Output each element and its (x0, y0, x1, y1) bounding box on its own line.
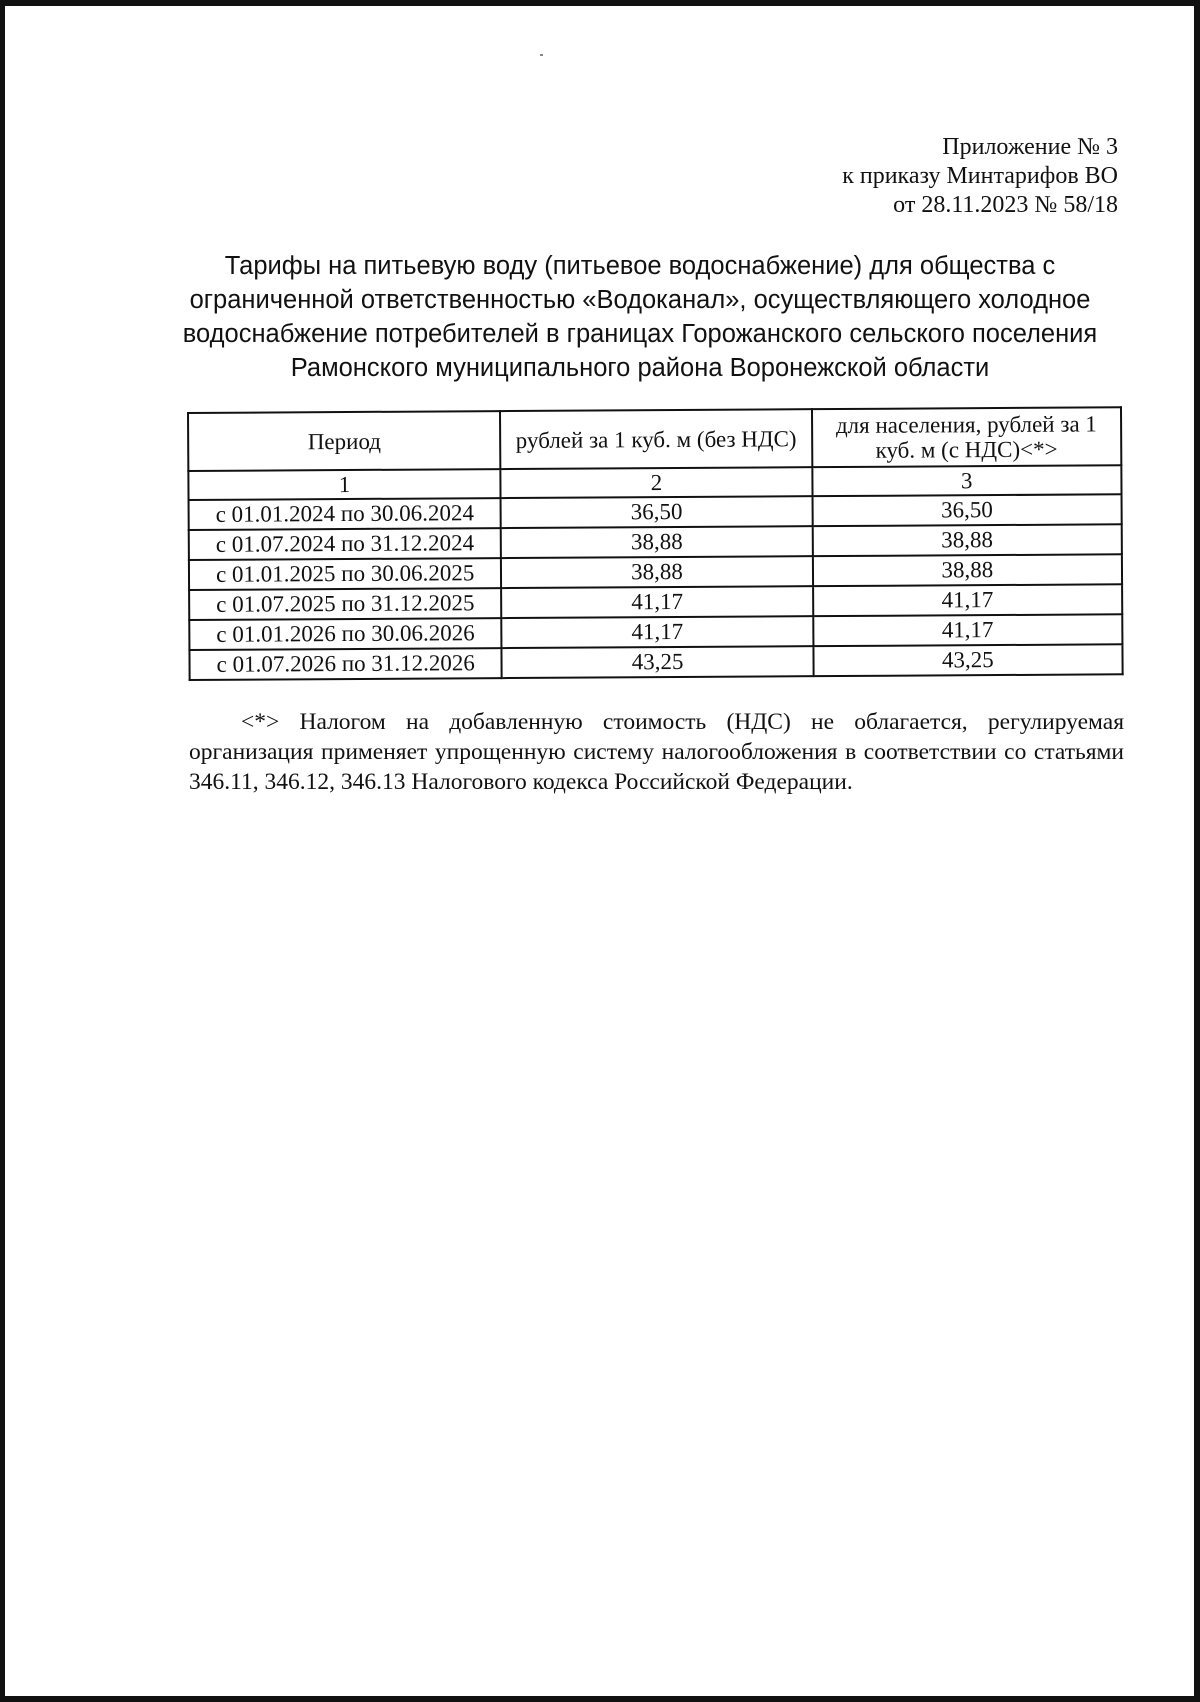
document-title (160, 249, 1120, 385)
price-cell: 38,88 (501, 556, 812, 588)
period-cell: с 01.01.2024 по 30.06.2024 (189, 498, 502, 530)
price-cell: 41,17 (502, 616, 813, 648)
price-population-cell: 38,88 (812, 524, 1122, 556)
header-price-population: для населения, рублей за 1 куб. м (с НДС)<*> (812, 407, 1122, 467)
period-cell: с 01.01.2025 по 30.06.2025 (189, 558, 502, 590)
title-line: Рамонского муниципального района Воронежской области (290, 354, 990, 382)
price-population-cell: 43,25 (813, 644, 1123, 676)
price-cell: 36,50 (501, 496, 812, 528)
period-cell: с 01.07.2024 по 31.12.2024 (189, 528, 502, 560)
appendix-number: Приложение № 3 (942, 134, 1118, 160)
scan-speck (540, 54, 543, 56)
tariff-table (187, 406, 1124, 681)
price-cell: 38,88 (501, 526, 812, 558)
column-number: 1 (188, 469, 501, 500)
appendix-order: к приказу Минтарифов ВО (842, 163, 1118, 189)
column-number: 2 (501, 467, 812, 498)
appendix-date: от 28.11.2023 № 58/18 (893, 192, 1118, 218)
appendix-reference (842, 133, 1118, 220)
period-cell: с 01.07.2025 по 31.12.2025 (189, 588, 502, 620)
price-cell: 41,17 (501, 586, 812, 618)
price-population-cell: 41,17 (813, 584, 1123, 616)
header-period: Период (188, 411, 501, 471)
price-population-cell: 38,88 (813, 554, 1123, 586)
title-line: Тарифы на питьевую воду (питьевое водоснабжение) для общества с (224, 252, 1056, 280)
header-price-without-vat: рублей за 1 куб. м (без НДС) (500, 409, 812, 469)
title-line: водоснабжение потребителей в границах Горожанского сельского поселения (182, 320, 1098, 348)
footnote: <*> Налогом на добавленную стоимость (НДС) не облагается, регулируемая организация применяет упрощенную систему налогообложения в соответствии со статьями 346.11, 346.12, 346.13 Налогового кодекса Российской Федерации. (189, 709, 1124, 795)
period-cell: с 01.07.2026 по 31.12.2026 (189, 648, 502, 680)
price-population-cell: 36,50 (812, 494, 1122, 526)
price-cell: 43,25 (502, 646, 813, 678)
period-cell: с 01.01.2026 по 30.06.2026 (189, 618, 502, 650)
table-row (189, 644, 1122, 680)
title-line: ограниченной ответственностью «Водоканал», осуществляющего холодное (189, 286, 1091, 314)
table-header-row (188, 407, 1121, 471)
price-population-cell: 41,17 (813, 614, 1123, 646)
column-number: 3 (812, 465, 1122, 496)
